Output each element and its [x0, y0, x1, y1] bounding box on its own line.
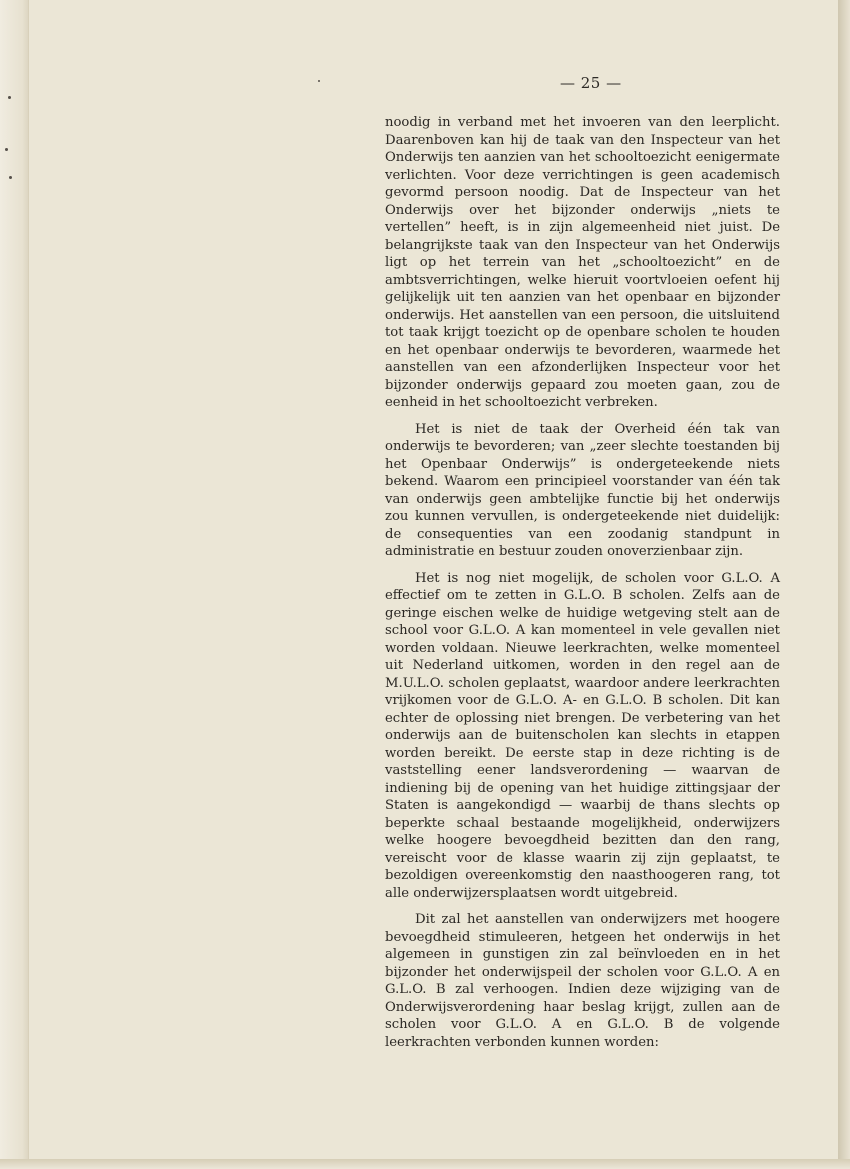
speck — [318, 80, 320, 82]
page-edge-bottom — [0, 1159, 850, 1169]
speck — [8, 96, 11, 99]
speck — [9, 176, 12, 179]
paragraph-1: noodig in verband met het invoeren van den leerplicht. Daarenboven kan hij de taak van den Inspecteur van het Onderwijs ten aanzien van het schooltoezicht eenigermate verlichten. Voor deze verrichtingen is geen academisch gevormd persoon noodig. Dat de Inspecteur van het Onderwijs over het bijzonder onderwijs „niets te vertellen” heeft, is in zijn algemeenheid niet juist. De belangrijkste taak van den Inspecteur van het Onderwijs ligt op het terrein van het „schooltoezicht” en de ambtsverrichtingen, welke hieruit voortvloeien oefent hij gelijkelijk uit ten aanzien van het openbaar en bijzonder onderwijs. Het aanstellen van een persoon, die uitsluitend tot taak krijgt toezicht op de openbare scholen te houden en het openbaar onderwijs te bevorderen, waarmede het aanstellen van een afzonderlijken Inspecteur voor het bijzonder onderwijs gepaard zou moeten gaan, zou de eenheid in het schooltoezicht verbreken. — [385, 115, 780, 410]
page-number: — 25 — — [560, 74, 622, 92]
page-edge-right — [838, 0, 850, 1169]
paragraph-3: Het is nog niet mogelijk, de scholen voor G.L.O. A effectief om te zetten in G.L.O. B scholen. Zelfs aan de geringe eischen welke de huidige wetgeving stelt aan de school voor G.L.O. A kan momenteel in vele gevallen niet worden voldaan. Nieuwe leerkrachten, welke momenteel uit Nederland uitkomen, worden in den regel aan de M.U.L.O. scholen geplaatst, waardoor andere leerkrachten vrijkomen voor de G.L.O. A- en G.L.O. B scholen. Dit kan echter de oplossing niet brengen. De verbetering van het onderwijs aan de buitenscholen kan slechts in etappen worden bereikt. De eerste stap in deze richting is de vaststelling eener landsverordening — waarvan de indiening bij de opening van het huidige zittingsjaar der Staten is aangekondigd — waarbij de thans slechts op beperkte schaal bestaande mogelijkheid, onderwijzers welke hoogere bevoegdheid bezitten dan den rang, vereischt voor de klasse waarin zij zijn geplaatst, te bezoldigen overeenkomstig den naasthoogeren rang, tot alle onderwijzersplaatsen wordt uitgebreid. — [385, 570, 780, 901]
binding-edge — [0, 0, 29, 1169]
paragraph-4: Dit zal het aanstellen van onderwijzers met hoogere bevoegdheid stimuleeren, hetgeen het onderwijs in het algemeen in gunstigen zin zal beïnvloeden en in het bijzonder het onderwijspeil der scholen voor G.L.O. A en G.L.O. B zal verhoogen. Indien deze wijziging van de Onderwijsverordening haar beslag krijgt, zullen aan de scholen voor G.L.O. A en G.L.O. B de volgende leerkrachten verbonden kunnen worden: — [385, 912, 780, 1050]
text-column — [385, 114, 780, 1060]
paragraph-2: Het is niet de taak der Overheid één tak van onderwijs te bevorderen; van „zeer slechte toestanden bij het Openbaar Onderwijs” is ondergeteekende niets bekend. Waarom een principieel voorstander van één tak van onderwijs geen ambtelijke functie bij het onderwijs zou kunnen vervullen, is ondergeteekende niet duidelijk: de consequenties van een zoodanig standpunt in administratie en bestuur zouden onoverzienbaar zijn. — [385, 421, 780, 559]
speck — [5, 148, 8, 151]
